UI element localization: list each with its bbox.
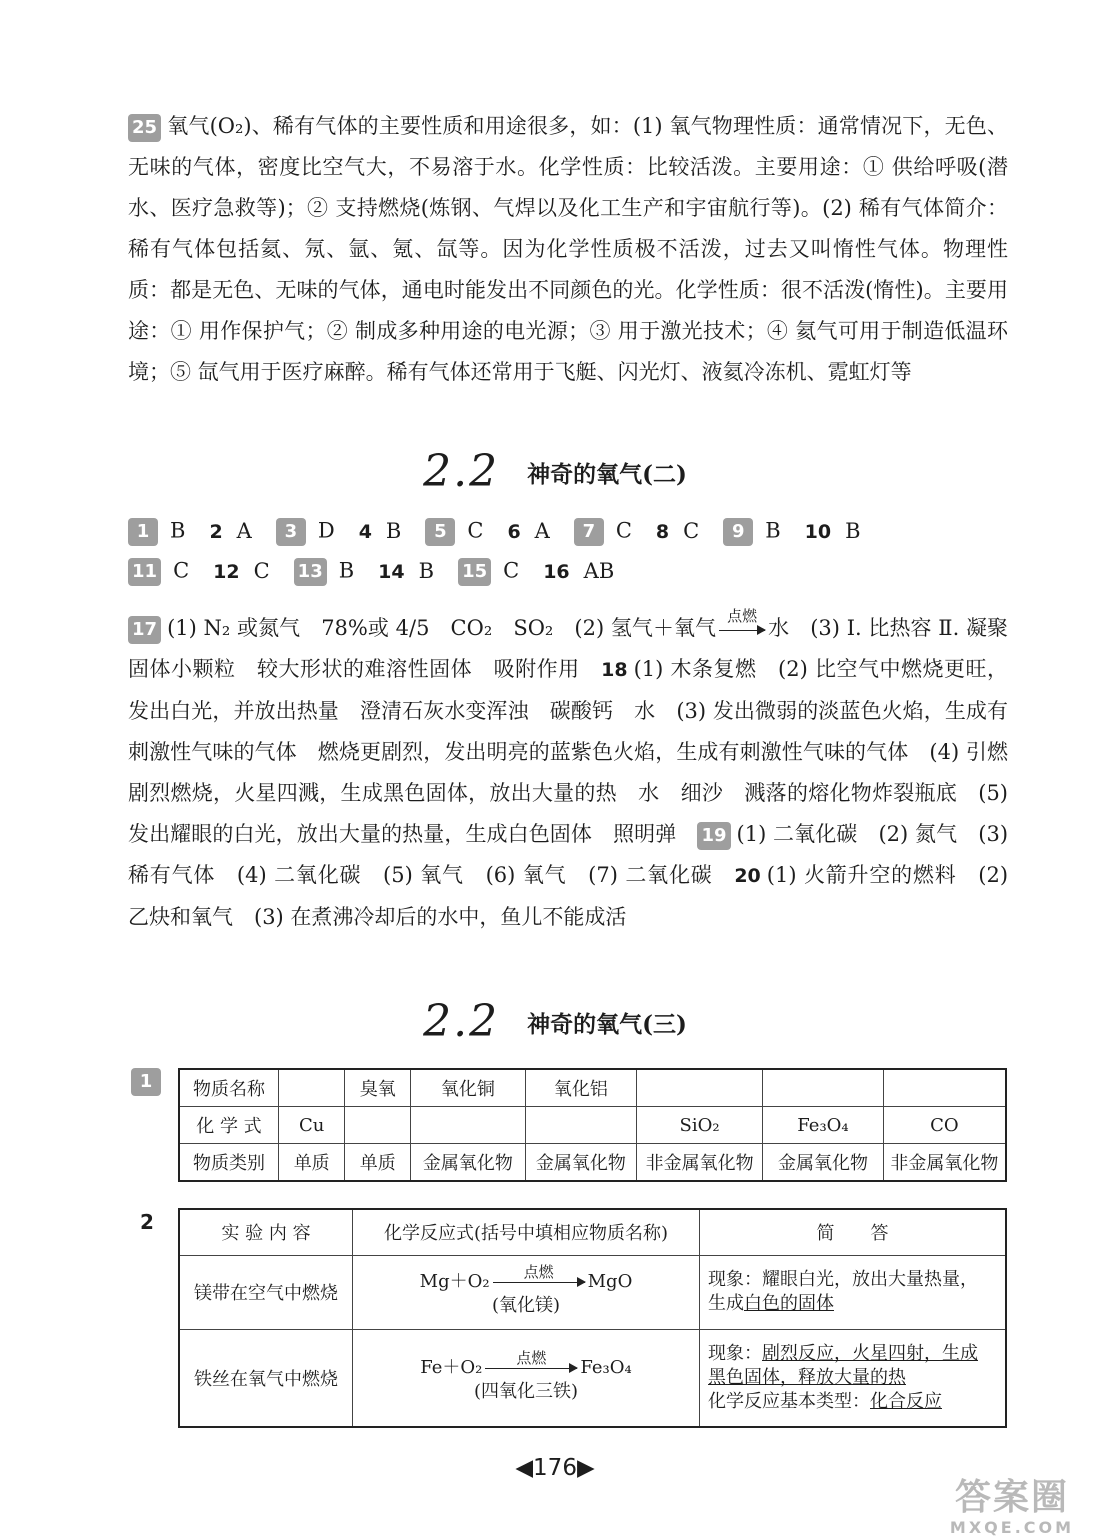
answer-underlined: 化合反应 [870,1390,942,1412]
answer-letter: A [236,518,252,543]
experiment-answer [700,1255,1007,1329]
section-title-text: 神奇的氧气(二) [527,461,687,488]
table-cell [636,1069,762,1107]
watermark-url: MXQE.COM [949,1518,1075,1537]
question-badge: 5 [425,518,455,546]
question-number: 4 [358,520,372,543]
table-cell [763,1069,884,1107]
answer-item [425,518,483,546]
table-row [179,1329,1006,1427]
page-number: ◀176▶ [515,1455,595,1481]
experiment-table [178,1208,1007,1428]
q19-text: (1) 二氧化碳 (2) 氮气 (3) 稀有气体 (4) 二氧化碳 (5) 氧气 (6) 氧气 (7) 二氧化碳 [128,822,1009,887]
table-cell: 金属氧化物 [525,1144,636,1182]
table-cell: Cu [278,1107,345,1144]
answer-text: 现象：耀眼白光，放出大量热量， [708,1269,978,1290]
section-title-text: 神奇的氧气(三) [527,1011,687,1038]
question-number: 8 [655,520,670,543]
table-row [179,1069,1006,1107]
table-cell: SiO₂ [636,1107,762,1144]
q18-text: (1) 木条复燃 (2) 比空气中燃烧更旺，发出白光，并放出热量 澄清石灰水变浑浊 碳酸钙 水 (3) 发出微弱的淡蓝色火焰，生成有刺激性气味的气体 燃烧更剧烈，发出明亮的蓝紫色火焰，生成有刺激性气味的气体 (4) 引燃 剧烈燃烧，火星四溅，生成黑色固体，放出大量的热 水 细沙 溅落的熔化物炸裂瓶底 (5) 发出耀眼的白光，放出大量的热量，生成白色固体 照明弹 [128,657,1029,846]
table-row [179,1209,1006,1255]
question-badge: 9 [723,518,753,546]
product-name: (氧化镁) [491,1295,561,1316]
answers-row-2 [128,558,638,592]
answer-item [805,519,861,543]
table-cell [411,1107,526,1144]
watermark [922,1478,1102,1537]
reaction-equation [353,1329,700,1427]
experiment-answer [700,1329,1007,1427]
question-number: 12 [213,560,240,583]
question-badge: 13 [294,558,327,586]
answer-item [128,558,189,586]
answer-item [276,518,335,546]
q19-badge: 19 [697,822,730,850]
watermark-logo: 答案圈 [954,1477,1069,1518]
answers-row-1 [128,518,885,552]
table-header: 实 验 内 容 [179,1209,353,1255]
question-number: 2 [209,520,223,543]
q17-part1: (1) N₂ 或氮气 78%或 4/5 CO₂ SO₂ (2) 氢气＋氧气 [167,616,717,640]
question-badge: 11 [128,558,161,586]
answer-letter: C [253,558,270,583]
reaction-arrow [719,607,765,631]
q25-badge: 25 [128,114,161,142]
answer-text: 化学反应基本类型： [708,1390,870,1412]
answer-item [128,518,185,546]
reactants: Fe＋O₂ [420,1356,483,1378]
section-title-3 [0,996,1110,1047]
table-cell: 金属氧化物 [411,1144,526,1182]
table-cell [345,1107,411,1144]
table-cell: 臭氧 [345,1069,411,1107]
question-number: 16 [543,560,570,583]
table-cell: 氧化铝 [525,1069,636,1107]
table-header: 化学反应式(括号中填相应物质名称) [353,1209,700,1255]
answer-item [656,519,699,543]
table-cell: 金属氧化物 [763,1144,884,1182]
question-number: 10 [804,520,832,543]
answer-item [507,519,549,543]
answer-item [294,558,355,586]
section-number: 2.2 [423,996,500,1047]
table-cell: CO [883,1107,1006,1144]
section-number: 2.2 [423,446,500,497]
table-cell [883,1069,1006,1107]
answer-letter: C [683,518,700,543]
answer-letter: C [173,558,190,583]
table-row [179,1107,1006,1144]
answer-item [209,519,251,543]
question-badge: 7 [574,518,604,546]
answer-letter: B [338,558,355,583]
reaction-condition: 点燃 [516,1348,547,1367]
answer-item [574,518,632,546]
products: Fe₃O₄ [580,1356,632,1378]
table-cell: 非金属氧化物 [883,1144,1006,1182]
answer-letter: C [503,558,520,583]
reaction-arrow [485,1348,577,1369]
table-row [179,1255,1006,1329]
q17-badge: 17 [128,616,161,644]
table1-badge: 1 [131,1068,161,1096]
answer-item [543,559,614,583]
question-number: 14 [378,560,405,583]
product-name: (四氧化三铁) [473,1380,579,1402]
substance-table [178,1068,1007,1182]
table-header: 简 答 [700,1209,1007,1255]
experiment-content: 镁带在空气中燃烧 [179,1255,353,1329]
table-cell: 单质 [345,1144,411,1182]
row-header: 物质名称 [179,1069,278,1107]
question-number: 6 [507,520,521,543]
answer-letter: AB [583,558,615,583]
question-badge: 1 [128,518,158,546]
answer-underlined: 黑色固体，释放大量的热 [708,1366,906,1388]
answer-letter: B [765,518,781,543]
table-row [179,1144,1006,1182]
answer-item [723,518,780,546]
table-cell [278,1069,345,1107]
table-cell: 单质 [278,1144,345,1182]
question-badge: 15 [458,558,491,586]
q25-text: 氧气(O₂)、稀有气体的主要性质和用途很多，如：(1) 氧气物理性质：通常情况下，无色、无味的气体，密度比空气大，不易溶于水。化学性质：比较活泼。主要用途：① 供给呼吸(潜水、医疗急救等)；② 支持燃烧(炼钢、气焊以及化工生产和宇宙航行等)。(2) 稀有气体简介：稀有气体包括氦、氖、氩、氪、氙等。因为化学性质极不活泼，过去又叫惰性气体。物理性质：都是无色、无味的气体，通电时能发出不同颜色的光。化学性质：很不活泼(惰性)。主要用途：① 用作保护气；② 制成多种用途的电光源；③ 用于激光技术；④ 氦气可用于制造低温环境；⑤ 氙气用于医疗麻醉。稀有气体还常用于飞艇、闪光灯、液氦冷冻机、霓虹灯等 [128,114,1008,384]
answer-letter: B [845,518,861,543]
question-badge: 3 [276,518,306,546]
q20-text: (1) 火箭升空的燃料 (2) 乙炔和氧气 (3) 在煮沸冷却后的水中，鱼儿不能成活 [128,863,1009,929]
q25-paragraph [128,106,1008,393]
reaction-condition: 点燃 [727,607,758,625]
q18-number: 18 [601,659,628,681]
answer-letter: B [418,558,435,583]
answer-letter: D [317,518,335,543]
q17-part2: 水 (3) Ⅰ. 比热容 Ⅱ. 凝聚固体小颗粒 较大形状的难溶性固体 吸附作用 [128,616,1009,681]
table2-number: 2 [140,1210,154,1234]
products: MgO [587,1271,633,1292]
answer-letter: C [467,518,484,543]
answer-item [458,558,519,586]
experiment-content: 铁丝在氧气中燃烧 [179,1329,353,1427]
reaction-arrow [493,1263,585,1283]
answer-item [359,519,402,543]
answer-text: 生成 [708,1293,744,1314]
reaction-condition: 点燃 [523,1263,554,1281]
answer-underlined: 白色的固体 [744,1293,834,1314]
answer-text: 现象： [708,1342,762,1364]
row-header: 物质类别 [179,1144,278,1182]
answer-item [213,559,270,583]
table-cell: 氧化铜 [411,1069,526,1107]
reactants: Mg＋O₂ [419,1271,490,1292]
table-cell: Fe₃O₄ [763,1107,884,1144]
answer-letter: C [615,518,632,543]
answer-letter: A [534,518,550,543]
table-cell [525,1107,636,1144]
table-cell: 非金属氧化物 [636,1144,762,1182]
answer-item [378,559,434,583]
reaction-equation [353,1255,700,1329]
q17-paragraph [128,607,1029,938]
q20-number: 20 [734,865,761,887]
answer-letter: B [385,518,402,543]
answer-letter: B [170,518,186,543]
section-title-2 [0,446,1110,497]
answer-underlined: 剧烈反应，火星四射，生成 [762,1342,978,1364]
page-number-text: 176 [533,1455,577,1481]
row-header: 化 学 式 [179,1107,278,1144]
